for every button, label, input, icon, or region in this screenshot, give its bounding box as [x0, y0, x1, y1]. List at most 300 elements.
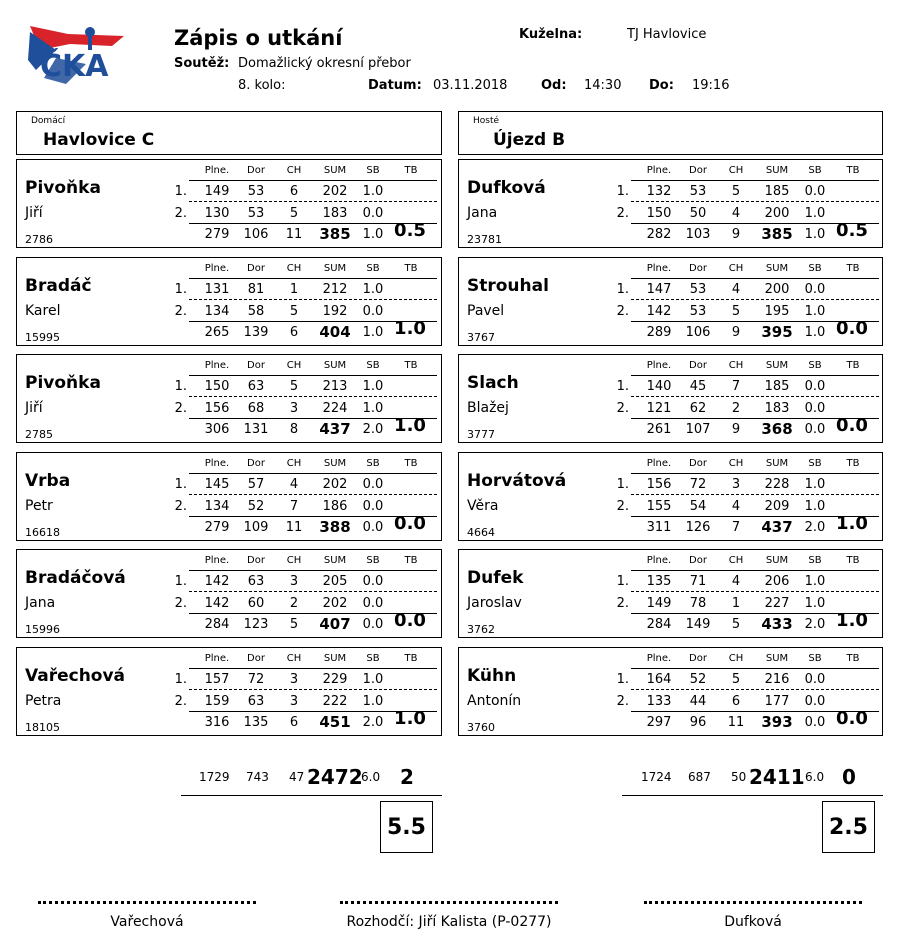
game-ch-cell: 6	[731, 694, 741, 709]
round-label: 8. kolo:	[238, 78, 286, 93]
column-header-tb: TB	[846, 555, 860, 566]
header-rule	[631, 180, 879, 181]
game-separator	[189, 396, 437, 397]
column-header-dor: Dor	[689, 555, 707, 566]
column-header-tb: TB	[404, 360, 418, 371]
game-sum-cell: 202	[322, 184, 348, 199]
column-header-pl: Plne.	[204, 458, 230, 469]
start-time-label: Od:	[541, 78, 567, 93]
column-header-ch: CH	[286, 458, 302, 469]
column-header-pl: Plne.	[204, 360, 230, 371]
away-team-box	[458, 111, 883, 155]
column-header-sum: SUM	[765, 165, 789, 176]
total-sum-cell: 393	[761, 713, 793, 731]
player-registration: 2786	[25, 233, 53, 246]
column-header-sb: SB	[366, 458, 380, 469]
player-surname: Vařechová	[25, 666, 126, 686]
game-dor-cell: 50	[689, 206, 707, 221]
player-surname: Pivoňka	[25, 178, 101, 198]
player-surname: Horvátová	[467, 471, 567, 491]
game-number: 2.	[174, 401, 187, 416]
game-number: 1.	[174, 379, 187, 394]
game-number: 1.	[616, 184, 629, 199]
player-registration: 2785	[25, 428, 53, 441]
total-sum-cell: 407	[319, 615, 351, 633]
page-title: Zápis o utkání	[174, 26, 343, 50]
game-sb-cell: 1.0	[804, 206, 826, 221]
column-header-sum: SUM	[323, 458, 347, 469]
game-sum-cell: 209	[764, 499, 790, 514]
home-result-box: 5.5	[380, 801, 433, 853]
game-sum-cell: 205	[322, 574, 348, 589]
total-ch-cell: 9	[731, 227, 741, 242]
start-time-value: 14:30	[584, 78, 622, 93]
home-player-card	[16, 257, 442, 346]
player-firstname: Karel	[25, 303, 61, 319]
game-dor-cell: 52	[689, 672, 707, 687]
player-tb-points: 1.0	[394, 318, 426, 339]
game-ch-cell: 3	[289, 574, 299, 589]
game-sum-cell: 183	[322, 206, 348, 221]
end-time-label: Do:	[649, 78, 674, 93]
column-header-sb: SB	[808, 263, 822, 274]
game-number: 1.	[174, 184, 187, 199]
total-pl-cell: 297	[646, 715, 672, 730]
game-dor-cell: 72	[247, 672, 265, 687]
game-sb-cell: 0.0	[804, 694, 826, 709]
player-surname: Pivoňka	[25, 373, 101, 393]
header-rule	[189, 668, 437, 669]
game-sb-cell: 0.0	[804, 401, 826, 416]
alley-value: TJ Havlovice	[627, 27, 707, 42]
away-total-sum: 2411	[749, 765, 805, 789]
total-sb-cell: 1.0	[362, 227, 384, 242]
game-dor-cell: 63	[247, 574, 265, 589]
game-dor-cell: 63	[247, 694, 265, 709]
game-sb-cell: 0.0	[362, 574, 384, 589]
game-number: 1.	[616, 574, 629, 589]
total-sum-cell: 433	[761, 615, 793, 633]
game-ch-cell: 4	[731, 574, 741, 589]
game-sb-cell: 0.0	[804, 672, 826, 687]
home-total-line	[181, 795, 442, 796]
total-dor-cell: 123	[243, 617, 269, 632]
player-registration: 3767	[467, 331, 495, 344]
player-tb-points: 0.0	[394, 513, 426, 534]
game-pl-cell: 150	[204, 379, 230, 394]
game-sum-cell: 195	[764, 304, 790, 319]
game-sb-cell: 0.0	[804, 379, 826, 394]
total-dor-cell: 109	[243, 520, 269, 535]
column-header-tb: TB	[404, 458, 418, 469]
game-ch-cell: 4	[731, 499, 741, 514]
column-header-ch: CH	[728, 360, 744, 371]
game-sum-cell: 177	[764, 694, 790, 709]
column-header-dor: Dor	[689, 360, 707, 371]
total-ch-cell: 5	[731, 617, 741, 632]
game-pl-cell: 140	[646, 379, 672, 394]
column-header-pl: Plne.	[646, 165, 672, 176]
game-sum-cell: 213	[322, 379, 348, 394]
player-tb-points: 0.5	[394, 220, 426, 241]
game-sb-cell: 0.0	[362, 477, 384, 492]
column-header-pl: Plne.	[204, 263, 230, 274]
total-dor-cell: 149	[685, 617, 711, 632]
column-header-sb: SB	[366, 263, 380, 274]
game-separator	[631, 299, 879, 300]
game-number: 2.	[616, 206, 629, 221]
game-number: 2.	[616, 499, 629, 514]
game-dor-cell: 71	[689, 574, 707, 589]
game-number: 1.	[616, 379, 629, 394]
game-ch-cell: 4	[289, 477, 299, 492]
player-firstname: Jiří	[25, 205, 43, 221]
game-ch-cell: 3	[289, 401, 299, 416]
total-dor-cell: 139	[243, 325, 269, 340]
header-rule	[189, 375, 437, 376]
away-player-card	[458, 647, 883, 736]
column-header-sb: SB	[808, 165, 822, 176]
referee-signature-name: Rozhodčí: Jiří Kalista (P-0277)	[346, 914, 552, 930]
game-pl-cell: 150	[646, 206, 672, 221]
game-sum-cell: 228	[764, 477, 790, 492]
home-total-dor: 743	[246, 770, 269, 784]
game-sum-cell: 185	[764, 184, 790, 199]
player-registration: 18105	[25, 721, 60, 734]
cka-logo	[26, 20, 130, 88]
game-ch-cell: 5	[289, 206, 299, 221]
game-ch-cell: 2	[289, 596, 299, 611]
player-registration: 3760	[467, 721, 495, 734]
column-header-pl: Plne.	[646, 653, 672, 664]
total-sb-cell: 2.0	[362, 715, 384, 730]
game-pl-cell: 155	[646, 499, 672, 514]
game-sb-cell: 1.0	[362, 379, 384, 394]
home-team-box	[16, 111, 442, 155]
game-dor-cell: 53	[247, 206, 265, 221]
game-number: 1.	[174, 672, 187, 687]
player-registration: 23781	[467, 233, 502, 246]
game-number: 1.	[616, 477, 629, 492]
total-sb-cell: 0.0	[804, 715, 826, 730]
column-header-tb: TB	[404, 653, 418, 664]
column-header-ch: CH	[286, 263, 302, 274]
player-firstname: Antonín	[467, 693, 522, 709]
away-total-pl: 1724	[641, 770, 672, 784]
total-pl-cell: 279	[204, 227, 230, 242]
column-header-sum: SUM	[323, 360, 347, 371]
total-pl-cell: 282	[646, 227, 672, 242]
game-number: 1.	[174, 282, 187, 297]
game-sb-cell: 0.0	[362, 304, 384, 319]
away-signature-line	[644, 901, 862, 904]
away-total-dor: 687	[688, 770, 711, 784]
column-header-dor: Dor	[247, 360, 265, 371]
total-ch-cell: 11	[727, 715, 745, 730]
total-ch-cell: 6	[289, 325, 299, 340]
game-ch-cell: 4	[731, 282, 741, 297]
column-header-ch: CH	[286, 555, 302, 566]
total-sb-cell: 0.0	[804, 422, 826, 437]
game-sb-cell: 1.0	[362, 282, 384, 297]
game-sb-cell: 0.0	[362, 499, 384, 514]
header-rule	[189, 180, 437, 181]
column-header-sum: SUM	[765, 263, 789, 274]
game-sum-cell: 202	[322, 596, 348, 611]
player-tb-points: 0.0	[394, 610, 426, 631]
column-header-sum: SUM	[765, 360, 789, 371]
total-ch-cell: 6	[289, 715, 299, 730]
game-dor-cell: 81	[247, 282, 265, 297]
total-dor-cell: 135	[243, 715, 269, 730]
player-surname: Dufek	[467, 568, 524, 588]
column-header-pl: Plne.	[204, 165, 230, 176]
column-header-ch: CH	[286, 653, 302, 664]
logo-text: ČKA	[40, 49, 109, 84]
total-sum-cell: 368	[761, 420, 793, 438]
game-pl-cell: 142	[204, 596, 230, 611]
total-sb-cell: 1.0	[804, 325, 826, 340]
total-ch-cell: 9	[731, 325, 741, 340]
total-sb-cell: 2.0	[804, 617, 826, 632]
player-registration: 16618	[25, 526, 60, 539]
player-firstname: Jiří	[25, 400, 43, 416]
game-ch-cell: 1	[731, 596, 741, 611]
game-number: 1.	[174, 574, 187, 589]
total-pl-cell: 306	[204, 422, 230, 437]
column-header-tb: TB	[404, 263, 418, 274]
player-registration: 15996	[25, 623, 60, 636]
game-pl-cell: 156	[646, 477, 672, 492]
column-header-dor: Dor	[247, 263, 265, 274]
game-sum-cell: 200	[764, 206, 790, 221]
game-sb-cell: 0.0	[362, 206, 384, 221]
column-header-dor: Dor	[247, 653, 265, 664]
column-header-tb: TB	[846, 263, 860, 274]
away-total-ch: 50	[731, 770, 747, 784]
column-header-sb: SB	[366, 653, 380, 664]
game-ch-cell: 5	[289, 379, 299, 394]
game-sum-cell: 224	[322, 401, 348, 416]
total-pl-cell: 316	[204, 715, 230, 730]
player-firstname: Jana	[467, 205, 498, 221]
game-dor-cell: 53	[247, 184, 265, 199]
home-player-card	[16, 549, 442, 638]
total-ch-cell: 11	[285, 520, 303, 535]
game-number: 2.	[616, 304, 629, 319]
column-header-pl: Plne.	[204, 555, 230, 566]
player-tb-points: 1.0	[836, 610, 868, 631]
column-header-tb: TB	[404, 165, 418, 176]
game-sum-cell: 202	[322, 477, 348, 492]
total-sb-cell: 1.0	[362, 325, 384, 340]
away-label: Hosté	[473, 116, 500, 126]
game-pl-cell: 159	[204, 694, 230, 709]
column-header-pl: Plne.	[646, 360, 672, 371]
column-header-pl: Plne.	[646, 555, 672, 566]
game-number: 2.	[616, 694, 629, 709]
player-firstname: Jana	[25, 595, 56, 611]
game-sum-cell: 227	[764, 596, 790, 611]
game-sb-cell: 1.0	[362, 694, 384, 709]
game-ch-cell: 5	[731, 672, 741, 687]
total-sb-cell: 2.0	[362, 422, 384, 437]
game-sum-cell: 216	[764, 672, 790, 687]
game-sum-cell: 185	[764, 379, 790, 394]
home-total-ch: 47	[289, 770, 305, 784]
total-dor-cell: 131	[243, 422, 269, 437]
game-pl-cell: 164	[646, 672, 672, 687]
column-header-dor: Dor	[689, 263, 707, 274]
game-dor-cell: 44	[689, 694, 707, 709]
game-number: 2.	[174, 499, 187, 514]
game-dor-cell: 58	[247, 304, 265, 319]
column-header-tb: TB	[846, 165, 860, 176]
game-dor-cell: 62	[689, 401, 707, 416]
game-dor-cell: 63	[247, 379, 265, 394]
header-rule	[631, 473, 879, 474]
game-sb-cell: 1.0	[804, 304, 826, 319]
game-sum-cell: 222	[322, 694, 348, 709]
column-header-ch: CH	[286, 165, 302, 176]
game-pl-cell: 132	[646, 184, 672, 199]
player-tb-points: 1.0	[394, 708, 426, 729]
player-tb-points: 1.0	[394, 415, 426, 436]
column-header-tb: TB	[846, 360, 860, 371]
column-header-sum: SUM	[765, 555, 789, 566]
total-ch-cell: 5	[289, 617, 299, 632]
home-player-card	[16, 452, 442, 541]
header-rule	[631, 668, 879, 669]
total-sb-cell: 0.0	[362, 520, 384, 535]
home-signature-line	[38, 901, 256, 904]
total-sum-cell: 395	[761, 323, 793, 341]
total-dor-cell: 103	[685, 227, 711, 242]
home-player-card	[16, 159, 442, 248]
player-surname: Vrba	[25, 471, 71, 491]
game-pl-cell: 121	[646, 401, 672, 416]
header-rule	[631, 375, 879, 376]
game-separator	[189, 201, 437, 202]
total-sb-cell: 0.0	[362, 617, 384, 632]
total-sum-cell: 437	[319, 420, 351, 438]
game-sb-cell: 1.0	[804, 477, 826, 492]
game-separator	[189, 494, 437, 495]
total-dor-cell: 107	[685, 422, 711, 437]
header-rule	[189, 473, 437, 474]
away-total-tb: 0	[842, 765, 856, 789]
column-header-ch: CH	[728, 458, 744, 469]
column-header-dor: Dor	[247, 555, 265, 566]
total-pl-cell: 311	[646, 520, 672, 535]
game-ch-cell: 3	[731, 477, 741, 492]
home-total-tb: 2	[400, 765, 414, 789]
game-pl-cell: 156	[204, 401, 230, 416]
away-player-card	[458, 452, 883, 541]
column-header-dor: Dor	[247, 165, 265, 176]
game-pl-cell: 131	[204, 282, 230, 297]
competition-value: Domažlický okresní přebor	[238, 56, 411, 71]
away-team-name: Újezd B	[493, 130, 566, 150]
game-dor-cell: 78	[689, 596, 707, 611]
column-header-tb: TB	[404, 555, 418, 566]
game-sum-cell: 200	[764, 282, 790, 297]
total-pl-cell: 284	[204, 617, 230, 632]
player-tb-points: 0.5	[836, 220, 868, 241]
game-number: 1.	[616, 282, 629, 297]
column-header-sb: SB	[366, 165, 380, 176]
game-ch-cell: 7	[731, 379, 741, 394]
player-firstname: Jaroslav	[467, 595, 522, 611]
game-separator	[631, 201, 879, 202]
column-header-dor: Dor	[689, 458, 707, 469]
column-header-sb: SB	[808, 555, 822, 566]
game-ch-cell: 5	[731, 184, 741, 199]
game-dor-cell: 53	[689, 282, 707, 297]
column-header-pl: Plne.	[646, 263, 672, 274]
game-sum-cell: 186	[322, 499, 348, 514]
player-registration: 3762	[467, 623, 495, 636]
column-header-sum: SUM	[323, 555, 347, 566]
column-header-sb: SB	[808, 458, 822, 469]
player-surname: Dufková	[467, 178, 546, 198]
total-dor-cell: 106	[685, 325, 711, 340]
game-pl-cell: 133	[646, 694, 672, 709]
game-number: 2.	[616, 401, 629, 416]
column-header-dor: Dor	[689, 653, 707, 664]
game-ch-cell: 4	[731, 206, 741, 221]
end-time-value: 19:16	[692, 78, 730, 93]
column-header-dor: Dor	[689, 165, 707, 176]
away-player-card	[458, 354, 883, 443]
column-header-pl: Plne.	[204, 653, 230, 664]
player-firstname: Pavel	[467, 303, 505, 319]
home-total-pl: 1729	[199, 770, 230, 784]
total-pl-cell: 279	[204, 520, 230, 535]
game-ch-cell: 3	[289, 694, 299, 709]
game-dor-cell: 52	[247, 499, 265, 514]
game-separator	[189, 299, 437, 300]
game-sb-cell: 1.0	[804, 574, 826, 589]
game-ch-cell: 3	[289, 672, 299, 687]
home-signature-name: Vařechová	[110, 914, 184, 930]
game-pl-cell: 135	[646, 574, 672, 589]
column-header-sb: SB	[366, 360, 380, 371]
home-team-name: Havlovice C	[43, 130, 155, 150]
column-header-sum: SUM	[765, 653, 789, 664]
game-dor-cell: 53	[689, 184, 707, 199]
column-header-ch: CH	[286, 360, 302, 371]
total-sum-cell: 385	[319, 225, 351, 243]
game-ch-cell: 6	[289, 184, 299, 199]
away-signature-name: Dufková	[724, 914, 782, 930]
column-header-ch: CH	[728, 555, 744, 566]
game-pl-cell: 149	[646, 596, 672, 611]
total-dor-cell: 126	[685, 520, 711, 535]
total-sum-cell: 451	[319, 713, 351, 731]
column-header-dor: Dor	[247, 458, 265, 469]
player-registration: 3777	[467, 428, 495, 441]
game-sum-cell: 192	[322, 304, 348, 319]
date-value: 03.11.2018	[433, 78, 508, 93]
game-dor-cell: 72	[689, 477, 707, 492]
home-total-sum: 2472	[307, 765, 363, 789]
game-sum-cell: 229	[322, 672, 348, 687]
game-separator	[631, 591, 879, 592]
date-label: Datum:	[368, 78, 422, 93]
game-separator	[189, 689, 437, 690]
total-sum-cell: 388	[319, 518, 351, 536]
